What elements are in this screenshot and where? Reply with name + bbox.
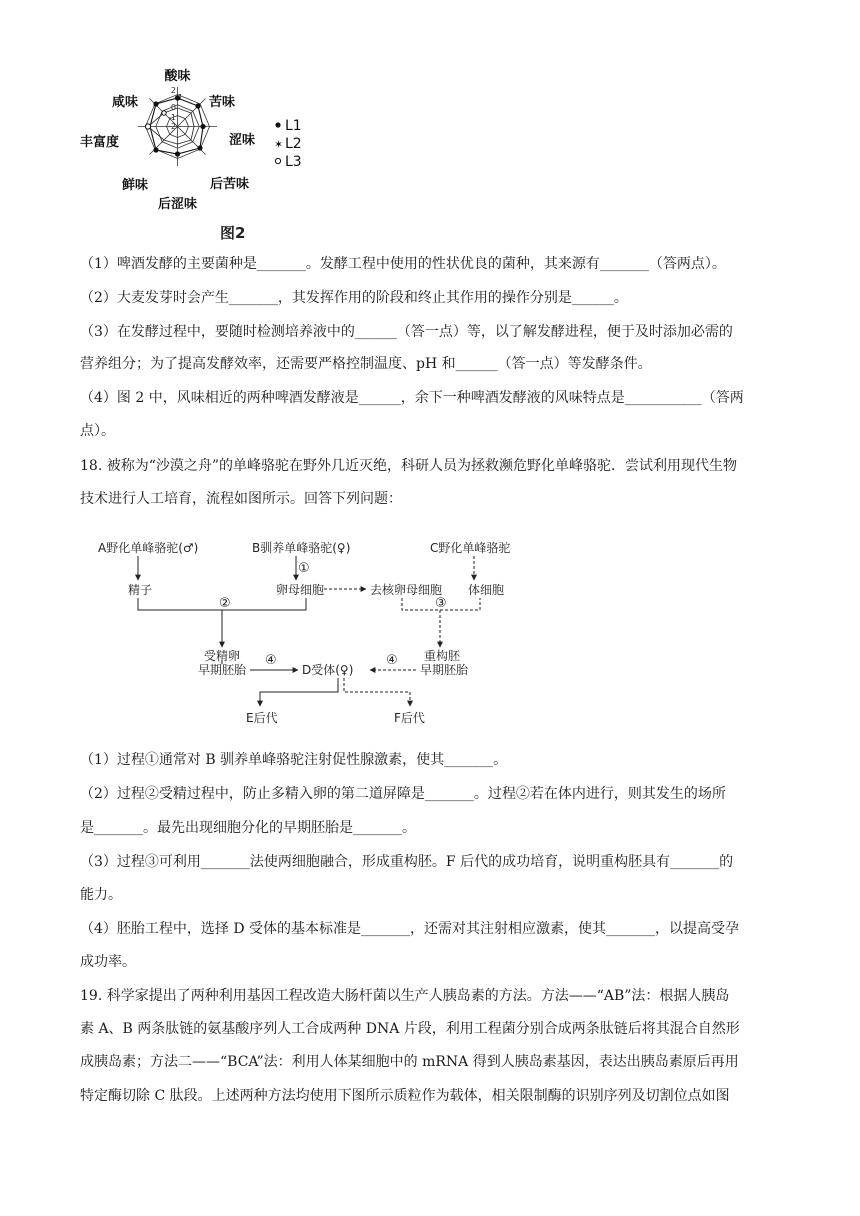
q17-part4-line1: （4）图 2 中，风味相近的两种啤酒发酵液是______，余下一种啤酒发酵液的风味特点是___________（答两: [80, 390, 744, 406]
axis-label-salty: 咸味: [112, 95, 139, 110]
q17-part1: （1）啤酒发酵的主要菌种是_______。发酵工程中使用的性状优良的菌种，其来源有_______（答两点）。: [80, 256, 726, 272]
node-oocyte: 卵母细胞: [276, 583, 325, 597]
legend-label-l2: L2: [285, 136, 302, 152]
axis-label-umami: 鲜味: [122, 178, 149, 193]
node-sperm: 精子: [128, 583, 153, 597]
step-2: ②: [219, 596, 231, 611]
axis-label-richness: 丰富度: [80, 135, 120, 150]
q18-intro-line1: 18. 被称为“沙漠之舟”的单峰骆驼在野外几近灭绝，科研人员为拯救濒危野化单峰骆驼．尝试利用现代生物: [80, 458, 738, 474]
radar-figure-2: [70, 62, 320, 242]
q17-part3-line2: 营养组分；为了提高发酵效率，还需要严格控制温度、pH 和______（答一点）等发酵条件。: [80, 356, 652, 372]
axis-label-bitter: 苦味: [209, 95, 236, 110]
axis-label-after-astringent: 后涩味: [157, 197, 198, 212]
node-early-embryo-a: 早期胚胎: [198, 663, 247, 677]
step-3: ③: [435, 596, 447, 611]
step-4-right: ④: [386, 653, 398, 668]
legend-marker-l1: [275, 122, 280, 127]
q19-line2: 素 A、B 两条肽链的氨基酸序列人工合成两种 DNA 片段，利用工程菌分别合成两条肽链后将其混合自然形: [80, 1021, 740, 1037]
radar-tick-labels: [168, 86, 183, 131]
axis-label-astringent: 涩味: [229, 133, 256, 148]
radar-legend: [274, 118, 302, 170]
q18-part3-line2: 能力。: [80, 887, 122, 903]
q18-intro-line2: 技术进行人工培育，流程如图所示。回答下列问题：: [80, 491, 402, 507]
legend-marker-l3: [275, 158, 280, 163]
tick-label: -2: [168, 122, 176, 131]
node-recipient-d: D受体(♀): [302, 663, 354, 677]
breeding-flowchart: [80, 532, 540, 732]
q18-part2-line2: 是_______。最先出现细胞分化的早期胚胎是_______。: [80, 820, 416, 836]
tick-label: 0: [170, 103, 176, 112]
step-1: ①: [298, 561, 310, 576]
q19-line1: 19. 科学家提出了两种利用基因工程改造大肠杆菌以生产人胰岛素的方法。方法——“AB”法：根据人胰岛: [80, 988, 730, 1004]
q19-line3: 成胰岛素；方法二——“BCA”法：利用人体某细胞中的 mRNA 得到人胰岛素基因，表达出胰岛素原后再用: [80, 1054, 739, 1070]
node-c-wild: C野化单峰骆驼: [430, 541, 511, 555]
tick-label: 2: [170, 86, 176, 95]
radar-axis-labels: [80, 68, 256, 212]
tick-label: -1: [168, 113, 176, 122]
figure-caption: 图2: [220, 224, 246, 242]
legend-label-l3: L3: [285, 154, 302, 170]
legend-label-l1: L1: [285, 118, 302, 134]
tick-label: 1: [177, 93, 183, 102]
q19-line4: 特定酶切除 C 肽段。上述两种方法均使用下图所示质粒作为载体，相关限制酶的识别序列及切割位点如图: [80, 1088, 730, 1104]
node-enucleated-oocyte: 去核卵母细胞: [370, 583, 443, 597]
q17-part2: （2）大麦发芽时会产生_______，其发挥作用的阶段和终止其作用的操作分别是______。: [80, 290, 628, 306]
q18-part1: （1）过程①通常对 B 驯养单峰骆驼注射促性腺激素，使其_______。: [80, 752, 508, 768]
axis-label-after-bitter: 后苦味: [210, 177, 250, 192]
node-early-embryo-b: 早期胚胎: [420, 663, 469, 677]
q18-part4-line2: 成功率。: [80, 954, 136, 970]
node-a-wild-male: A野化单峰骆驼(♂): [98, 541, 199, 555]
legend-marker-l2: ✶: [274, 138, 284, 151]
q18-part3-line1: （3）过程③可利用_______法使两细胞融合，形成重构胚。F 后代的成功培育，说明重构胚具有_______的: [80, 854, 734, 870]
step-4-left: ④: [265, 653, 277, 668]
node-reconstructed-embryo: 重构胚: [424, 649, 461, 663]
q18-part4-line1: （4）胚胎工程中，选择 D 受体的基本标准是_______，还需对其注射相应激素，使其_______，以提高受孕: [80, 921, 740, 937]
node-zygote: 受精卵: [204, 649, 241, 663]
node-offspring-e: E后代: [246, 711, 278, 725]
q17-part3-line1: （3）在发酵过程中，要随时检测培养液中的______（答一点）等，以了解发酵进程，便于及时添加必需的: [80, 324, 733, 340]
node-somatic-cell: 体细胞: [468, 583, 505, 597]
axis-label-sour: 酸味: [164, 69, 191, 84]
node-b-domestic-female: B驯养单峰骆驼(♀): [252, 541, 351, 555]
node-offspring-f: F后代: [394, 711, 425, 725]
q18-part2-line1: （2）过程②受精过程中，防止多精入卵的第二道屏障是_______。过程②若在体内进行，则其发生的场所: [80, 786, 726, 802]
q17-part4-line2: 点）。: [80, 423, 115, 439]
